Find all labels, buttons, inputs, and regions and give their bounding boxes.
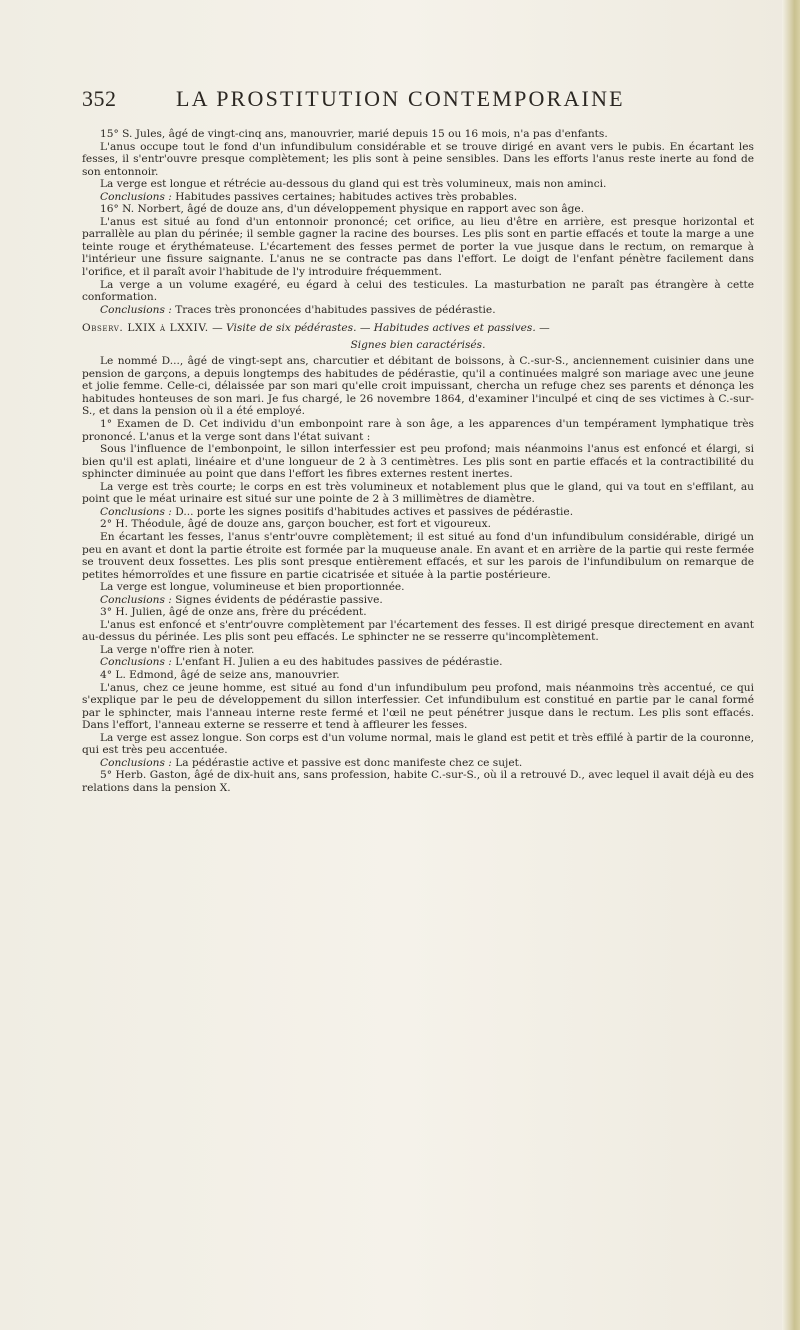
conclusions-text: La pédérastie active et passive est donc manifeste chez ce sujet.: [171, 756, 523, 769]
page-body: [82, 128, 754, 794]
exam-3-intro: 3° H. Julien, âgé de onze ans, frère du précédent.: [100, 606, 367, 619]
exam-2-verge-paragraph: La verge est longue, volumineuse et bien proportionnée.: [100, 581, 405, 594]
conclusions-label: Conclusions :: [100, 190, 172, 203]
exam-1-verge-paragraph: La verge est très courte; le corps en est très volumineux et notablement plus que le gland, qui va tout en s'effilant, au point que le méat urinaire est situé sur une pointe de 2 à 3 millimètres de diamètre.: [82, 480, 754, 506]
conclusions-text: L'enfant H. Julien a eu des habitudes passives de pédérastie.: [171, 656, 503, 669]
page-edge-shadow: [782, 0, 800, 1330]
exam-3-conclusions: [82, 656, 754, 669]
conclusions-label: Conclusions :: [100, 593, 172, 606]
exam-5-intro: 5° Herb. Gaston, âgé de dix-huit ans, sans profession, habite C.-sur-S., où il a retrouvé D., avec lequel il avait déjà eu des relations dans la pension X.: [82, 769, 754, 794]
exam-3-anus-paragraph: L'anus est enfoncé et s'entr'ouvre complètement par l'écartement des fesses. Il est dirigé presque directement en avant au-dessus du périnée. Les plis sont peu effacés. Le sphincter ne se resserre qu'incomplètement.: [82, 618, 754, 644]
page-number: 352: [82, 86, 117, 111]
case-15-anus-paragraph: L'anus occupe tout le fond d'un infundibulum considérable et se trouve dirigé en avant vers le pubis. En écartant les fesses, il s'entr'ouvre presque complètement; les plis sont à peine sensibles. Dans les efforts l'anus reste inerte au fond de son entonnoir.: [82, 140, 754, 178]
case-15-intro: 15° S. Jules, âgé de vingt-cinq ans, manouvrier, marié depuis 15 ou 16 mois, n'a pas d'enfants.: [100, 128, 608, 140]
exam-1-anus-paragraph: Sous l'influence de l'embonpoint, le sillon interfessier est peu profond; mais néanmoins l'anus est enfoncé et élargi, si bien qu'il est aplati, linéaire et d'une longueur de 2 à 3 centimètres. Les plis sont en partie effacés et la contractibilité du sphincter diminuée au point que dans l'effort les fibres externes restent inertes.: [82, 443, 754, 481]
exam-2-conclusions: [82, 594, 754, 607]
conclusions-label: Conclusions :: [100, 303, 172, 316]
case-16-anus-paragraph: L'anus est situé au fond d'un entonnoir prononcé; cet orifice, au lieu d'être en arrière, est presque horizontal et parrallèle au plan du périnée; il semble gagner la racine des bourses. Les plis sont en partie effacés et toute la marge a une teinte rouge et érythémateuse. L'écartement des fesses permet de porter la vue jusque dans le rectum, on remarque à l'intérieur une fissure saignante. L'anus ne se contracte pas dans l'effort. Le doigt de l'enfant pénètre facilement dans l'orifice, et il paraît avoir l'habitude de l'y introduire fréquemment.: [82, 215, 754, 279]
exam-4-conclusions: [82, 757, 754, 770]
conclusions-text: D... porte les signes positifs d'habitudes actives et passives de pédérastie.: [171, 505, 574, 518]
observation-heading: [82, 322, 754, 335]
running-title: LA PROSTITUTION CONTEMPORAINE: [176, 86, 625, 111]
conclusions-text: Habitudes passives certaines; habitudes actives très probables.: [171, 190, 518, 203]
conclusions-label: Conclusions :: [100, 756, 172, 769]
exam-1-intro: 1° Examen de D. Cet individu d'un embonpoint rare à son âge, a les apparences d'un tempérament lymphatique très prononcé. L'anus et la verge sont dans l'état suivant :: [82, 418, 754, 443]
exam-2-anus-paragraph: En écartant les fesses, l'anus s'entr'ouvre complètement; il est situé au fond d'un infundibulum considérable, dirigé un peu en avant et dont la partie étroite est formée par la muqueuse anale. En avant et en arrière de la partie qui reste fermée se trouvent deux fossettes. Les plis sont presque entièrement effacés, et sur les parois de l'infundibulum on remarque de petites hémorroïdes et une fissure en partie cicatrisée et située à la partie postérieure.: [82, 530, 754, 581]
page-header: [82, 86, 752, 114]
observation-summary: Le nommé D..., âgé de vingt-sept ans, charcutier et débitant de boissons, à C.-sur-S., anciennement cuisinier dans une pension de garçons, a depuis longtemps des habitudes de pédérastie, qu'il a continuées malgré son mariage avec une jeune et jolie femme. Celle-ci, délaissée par son mari qu'elle croit impuissant, chercha un refuge chez ses parents et dénonça les habitudes honteuses de son mari. Je fus chargé, le 26 novembre 1864, d'examiner l'inculpé et cinq de ses victimes à C.-sur-S., et dans la pension où il a été employé.: [82, 355, 754, 418]
case-15-verge-paragraph: La verge est longue et rétrécie au-dessous du gland qui est très volumineux, mais non aminci.: [100, 178, 607, 191]
exam-1-conclusions: [82, 506, 754, 519]
observation-label: Observ. LXIX à LXXIV.: [82, 322, 209, 335]
case-16-verge-paragraph: La verge a un volume exagéré, eu égard à celui des testicules. La masturbation ne paraît pas étrangère à cette conformation.: [82, 278, 754, 304]
exam-2-intro: 2° H. Théodule, âgé de douze ans, garçon boucher, est fort et vigoureux.: [100, 518, 491, 531]
conclusions-label: Conclusions :: [100, 656, 172, 669]
exam-4-intro: 4° L. Edmond, âgé de seize ans, manouvrier.: [100, 668, 340, 681]
case-16-conclusions: [82, 304, 754, 317]
conclusions-text: Traces très prononcées d'habitudes passives de pédérastie.: [171, 303, 496, 316]
case-15-conclusions: [82, 191, 754, 204]
conclusions-label: Conclusions :: [100, 505, 172, 518]
exam-3-verge-paragraph: La verge n'offre rien à noter.: [100, 643, 255, 656]
exam-4-anus-paragraph: L'anus, chez ce jeune homme, est situé au fond d'un infundibulum peu profond, mais néanmoins très accentué, ce qui s'explique par le peu de développement du sillon interfessier. Cet infundibulum est constitué en partie par le canal formé par le sphincter, mais l'anneau interne reste fermé et l'œil ne peut pénétrer jusque dans le rectum. Les plis sont effacés. Dans l'effort, l'anneau externe se resserre et tend à affleurer les fesses.: [82, 681, 754, 732]
conclusions-text: Signes évidents de pédérastie passive.: [171, 593, 383, 606]
exam-4-verge-paragraph: La verge est assez longue. Son corps est d'un volume normal, mais le gland est petit et très effilé à partir de la couronne, qui est très peu accentuée.: [82, 731, 754, 757]
observation-title: — Visite de six pédérastes. — Habitudes actives et passives. —: [208, 322, 550, 335]
case-16-intro: 16° N. Norbert, âgé de douze ans, d'un développement physique en rapport avec son âge.: [100, 203, 585, 216]
observation-subtitle: Signes bien caractérisés.: [350, 338, 486, 351]
